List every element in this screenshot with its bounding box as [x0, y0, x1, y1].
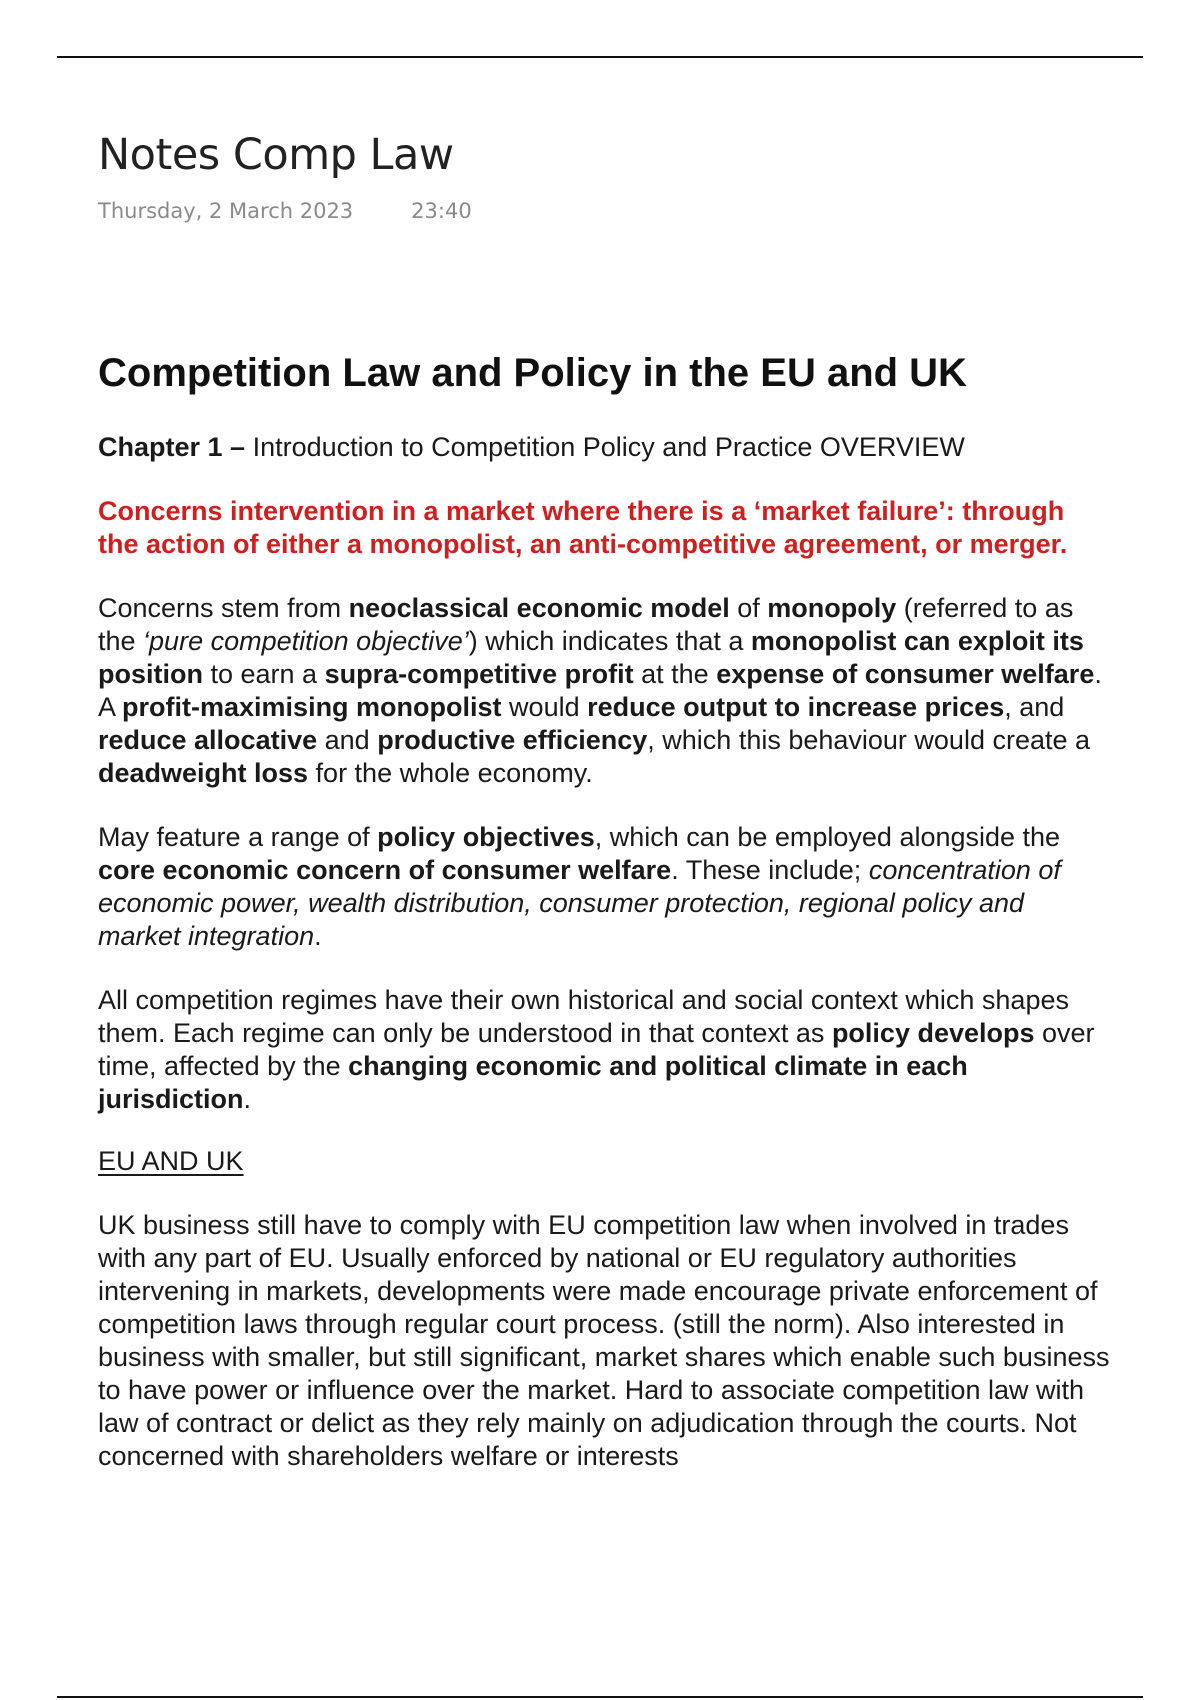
- chapter-text: Introduction to Competition Policy and Practice OVERVIEW: [245, 432, 965, 463]
- bottom-divider: [57, 1696, 1143, 1698]
- document-title: Competition Law and Policy in the EU and UK: [98, 351, 967, 396]
- top-divider: [57, 56, 1143, 58]
- paragraph-policy-objectives: May feature a range of policy objectives, which can be employed alongside the core economic concern of consumer welfare. These include; concentration of economic power, wealth distribution, consumer protection, regional policy and market integration.: [98, 822, 1061, 952]
- note-date: Thursday, 2 March 2023: [98, 199, 354, 224]
- highlight-paragraph: Concerns intervention in a market where there is a ‘market failure’: through the action of either a monopolist, an anti-competitive agreement, or merger.: [98, 496, 1068, 560]
- paragraph-eu-uk-clipped: [98, 1209, 1110, 1472]
- note-timestamp: [98, 199, 1110, 223]
- paragraph-eu-uk: UK business still have to comply with EU competition law when involved in trades with any part of EU. Usually enforced by national or EU regulatory authorities intervening in markets, developments were made encourage private enforcement of competition laws through regular court process. (still the norm). Also interested in business with smaller, but still significant, market shares which enable such business to have power or influence over the market. Hard to associate competition law with law of contract or delict as they rely mainly on adjudication through the courts. Not concerned with shareholders welfare or interests: [98, 1210, 1110, 1472]
- note-time: 23:40: [411, 199, 472, 224]
- paragraph-regimes: All competition regimes have their own historical and social context which shapes them. Each regime can only be understood in that context as policy develops over time, affected by the changing economic and political climate in each jurisdiction.: [98, 985, 1095, 1115]
- paragraph-monopoly: Concerns stem from neoclassical economic model of monopoly (referred to as the ‘pure competition objective’) which indicates that a monopolist can exploit its position to earn a supra-competitive profit at the expense of consumer welfare. A profit-maximising monopolist would reduce output to increase prices, and reduce allocative and productive efficiency, which this behaviour would create a deadweight loss for the whole economy.: [98, 593, 1102, 789]
- note-title: Notes Comp Law: [98, 130, 454, 180]
- chapter-heading: [98, 431, 1110, 465]
- chapter-label: Chapter 1 –: [98, 432, 246, 463]
- section-heading-eu-uk: EU AND UK: [98, 1146, 244, 1177]
- note-page: [98, 130, 1110, 1472]
